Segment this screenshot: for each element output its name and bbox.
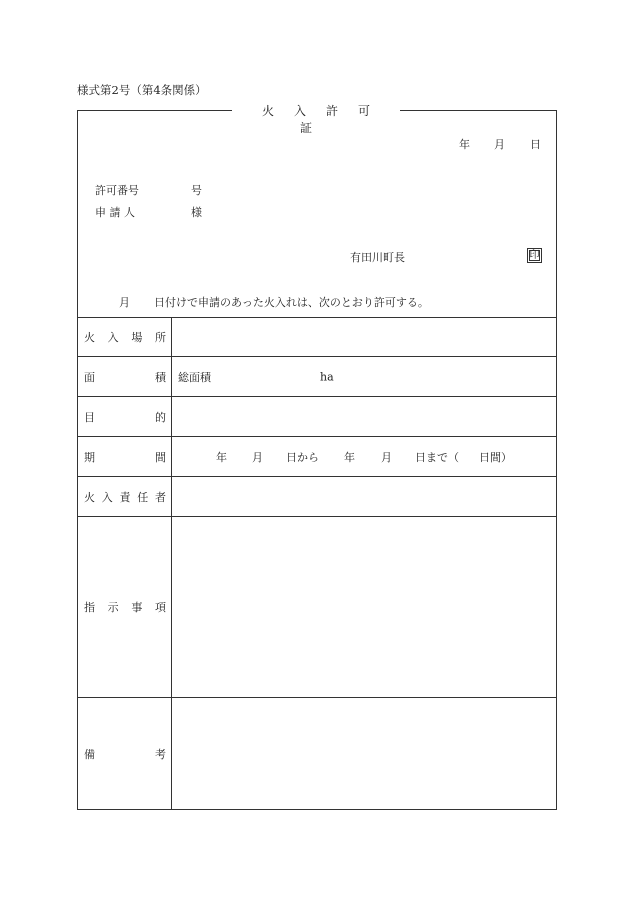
row-fire-location [78, 317, 556, 357]
permit-number-label: 許可番号 [95, 184, 139, 197]
area-unit: ha [320, 370, 334, 383]
applicant-label: 申 請 人 [95, 206, 135, 219]
applicant-suffix: 様 [191, 206, 202, 219]
form-header [78, 110, 556, 318]
row-purpose [78, 397, 556, 437]
row-label: 期 間 [84, 450, 166, 464]
issuer-name: 有田川町長 [350, 251, 405, 264]
statement-text: 日付けで申請のあった火入れは、次のとおり許可する。 [154, 296, 429, 309]
row-label: 備 考 [84, 747, 166, 761]
statement-month: 月 [119, 296, 130, 309]
permit-number-suffix: 号 [191, 184, 202, 197]
row-label: 指 示 事 項 [84, 601, 166, 614]
row-period [78, 437, 556, 477]
row-label: 火 入 場 所 [84, 330, 166, 344]
row-fire-supervisor [78, 477, 556, 517]
row-area [78, 357, 556, 397]
form-number-label: 様式第2号（第4条関係） [77, 83, 207, 97]
row-instructions [78, 517, 556, 698]
date-year: 年 [459, 138, 470, 151]
area-value-label: 総面積 [178, 370, 211, 384]
date-month: 月 [494, 138, 505, 151]
row-label: 火 入 責 任 者 [84, 490, 166, 504]
seal-mark: 印 [527, 248, 542, 263]
row-label: 目 的 [84, 410, 166, 424]
document-title: 火入許可証 [261, 104, 391, 135]
period-value: 年 月 日から 年 月 日まで（ 日間） [216, 450, 512, 464]
permit-form [77, 110, 557, 810]
row-remarks [78, 698, 556, 809]
date-day: 日 [530, 138, 541, 151]
row-label: 面 積 [84, 370, 166, 384]
